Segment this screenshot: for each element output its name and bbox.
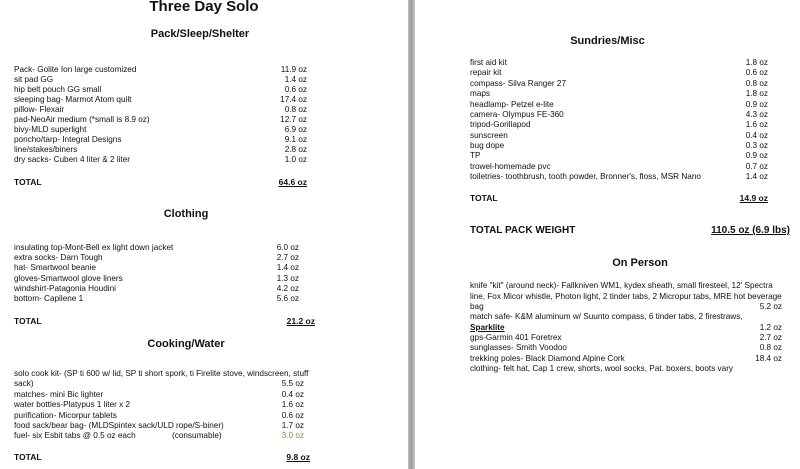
list-item: dry sacks- Cuben 4 liter & 2 liter 1.0 oz <box>14 155 307 164</box>
list-item: sack) 5.5 oz <box>14 379 304 388</box>
list-item: poncho/tarp- Integral Designs 9.1 oz <box>14 135 307 144</box>
list-item: knife "kit" (around neck)- Fallkniven WM1, kydex sheath, small firesteel, 12' Spectra <box>470 281 773 290</box>
list-item: Pack- Golite Ion large customized 11.9 oz <box>14 65 307 74</box>
section-total-cooking: TOTAL 9.8 oz <box>14 452 310 462</box>
list-item: headlamp- Petzel e-lite 0.9 oz <box>470 100 768 109</box>
list-item: food sack/bear bag- (MLDSpintex sack/ULD rope/S-biner) 1.7 oz <box>14 421 304 430</box>
list-item: Sparklite 1.2 oz <box>470 323 782 332</box>
list-item: bug dope 0.3 oz <box>470 141 768 150</box>
section-total-pack: TOTAL 64.6 oz <box>14 177 307 187</box>
list-item: windshirt-Patagonia Houdini 4.2 oz <box>14 284 299 293</box>
section-heading-pack: Pack/Sleep/Shelter <box>150 28 250 40</box>
list-item: toiletries- toothbrush, tooth powder, Bronner's, floss, MSR Nano 1.4 oz <box>470 172 768 181</box>
right-page <box>415 0 800 469</box>
list-item: trowel-homemade pvc 0.7 oz <box>470 162 768 171</box>
list-item: sunscreen 0.4 oz <box>470 131 768 140</box>
list-item: maps 1.8 oz <box>470 89 768 98</box>
list-item: tripod-Gorillapod 1.6 oz <box>470 120 768 129</box>
list-item: extra socks- Darn Tough 2.7 oz <box>14 253 299 262</box>
list-item: sunglasses- Smith Voodoo 0.8 oz <box>470 343 782 352</box>
list-item: trekking poles- Black Diamond Alpine Cork 18.4 oz <box>470 354 782 363</box>
list-item: pad-NeoAir medium (*small is 8.9 oz) 12.7 oz <box>14 115 307 124</box>
section-heading-on-person: On Person <box>612 257 668 269</box>
list-item: gps-Garmin 401 Foretrex 2.7 oz <box>470 333 782 342</box>
list-item: insulating top-Mont-Bell ex light down jacket 6.0 oz <box>14 243 299 252</box>
list-item: bivy-MLD superlight 6.9 oz <box>14 125 307 134</box>
list-item: matches- mini Bic lighter 0.4 oz <box>14 390 304 399</box>
list-item: bag 5.2 oz <box>470 302 782 311</box>
list-item: compass- Silva Ranger 27 0.8 oz <box>470 79 768 88</box>
list-item: clothing- felt hat, Cap 1 crew, shorts, wool socks, Pat. boxers, boots vary <box>470 364 734 373</box>
section-heading-clothing: Clothing <box>163 208 209 220</box>
list-item: sleeping bag- Marmot Atom quilt 17.4 oz <box>14 95 307 104</box>
list-item: match safe- K&M aluminum w/ Suunto compass, 6 tinder tabs, 2 firestraws, <box>470 312 743 321</box>
list-item: hip belt pouch GG small 0.6 oz <box>14 85 307 94</box>
page-gutter <box>408 0 415 469</box>
list-item: purification- Micorpur tablets 0.6 oz <box>14 411 304 420</box>
list-item: line/stakes/biners 2.8 oz <box>14 145 307 154</box>
consumable-note: (consumable) <box>172 431 222 440</box>
list-item: sit pad GG 1.4 oz <box>14 75 307 84</box>
list-item: gloves-Smartwool glove liners 1.3 oz <box>14 274 299 283</box>
list-item: first aid kit 1.8 oz <box>470 58 768 67</box>
list-item: repair kit 0.6 oz <box>470 68 768 77</box>
section-total-clothing: TOTAL 21.2 oz <box>14 316 315 326</box>
list-item: solo cook kit- (SP ti 600 w/ lid, SP ti short spork, ti Firelite stove, windscreen, stuff <box>14 369 309 378</box>
section-heading-cooking: Cooking/Water <box>147 338 225 350</box>
consumable-weight: 3.0 oz <box>281 431 304 440</box>
section-total-sundries: TOTAL 14.9 oz <box>470 193 768 203</box>
list-item: hat- Smartwool beanie 1.4 oz <box>14 263 299 272</box>
list-item: water bottles-Platypus 1 liter x 2 1.6 oz <box>14 400 304 409</box>
page-title: Three Day Solo <box>149 0 259 15</box>
list-item: camera- Olympus FE-360 4.3 oz <box>470 110 768 119</box>
list-item: fuel- six Esbit tabs @ 0.5 oz each (consumable) 3.0 oz <box>14 431 304 440</box>
list-item: line, Fox Micor whistle, Photon light, 2 tinder tabs, 2 Micropur tabs, MRE hot beverage <box>470 292 782 301</box>
list-item: bottom- Capilene 1 5.6 oz <box>14 294 299 303</box>
section-heading-sundries: Sundries/Misc <box>570 35 645 47</box>
list-item: TP 0.9 oz <box>470 151 768 160</box>
total-pack-weight: TOTAL PACK WEIGHT 110.5 oz (6.9 lbs) <box>470 225 790 236</box>
list-item: pillow- Flexair 0.8 oz <box>14 105 307 114</box>
